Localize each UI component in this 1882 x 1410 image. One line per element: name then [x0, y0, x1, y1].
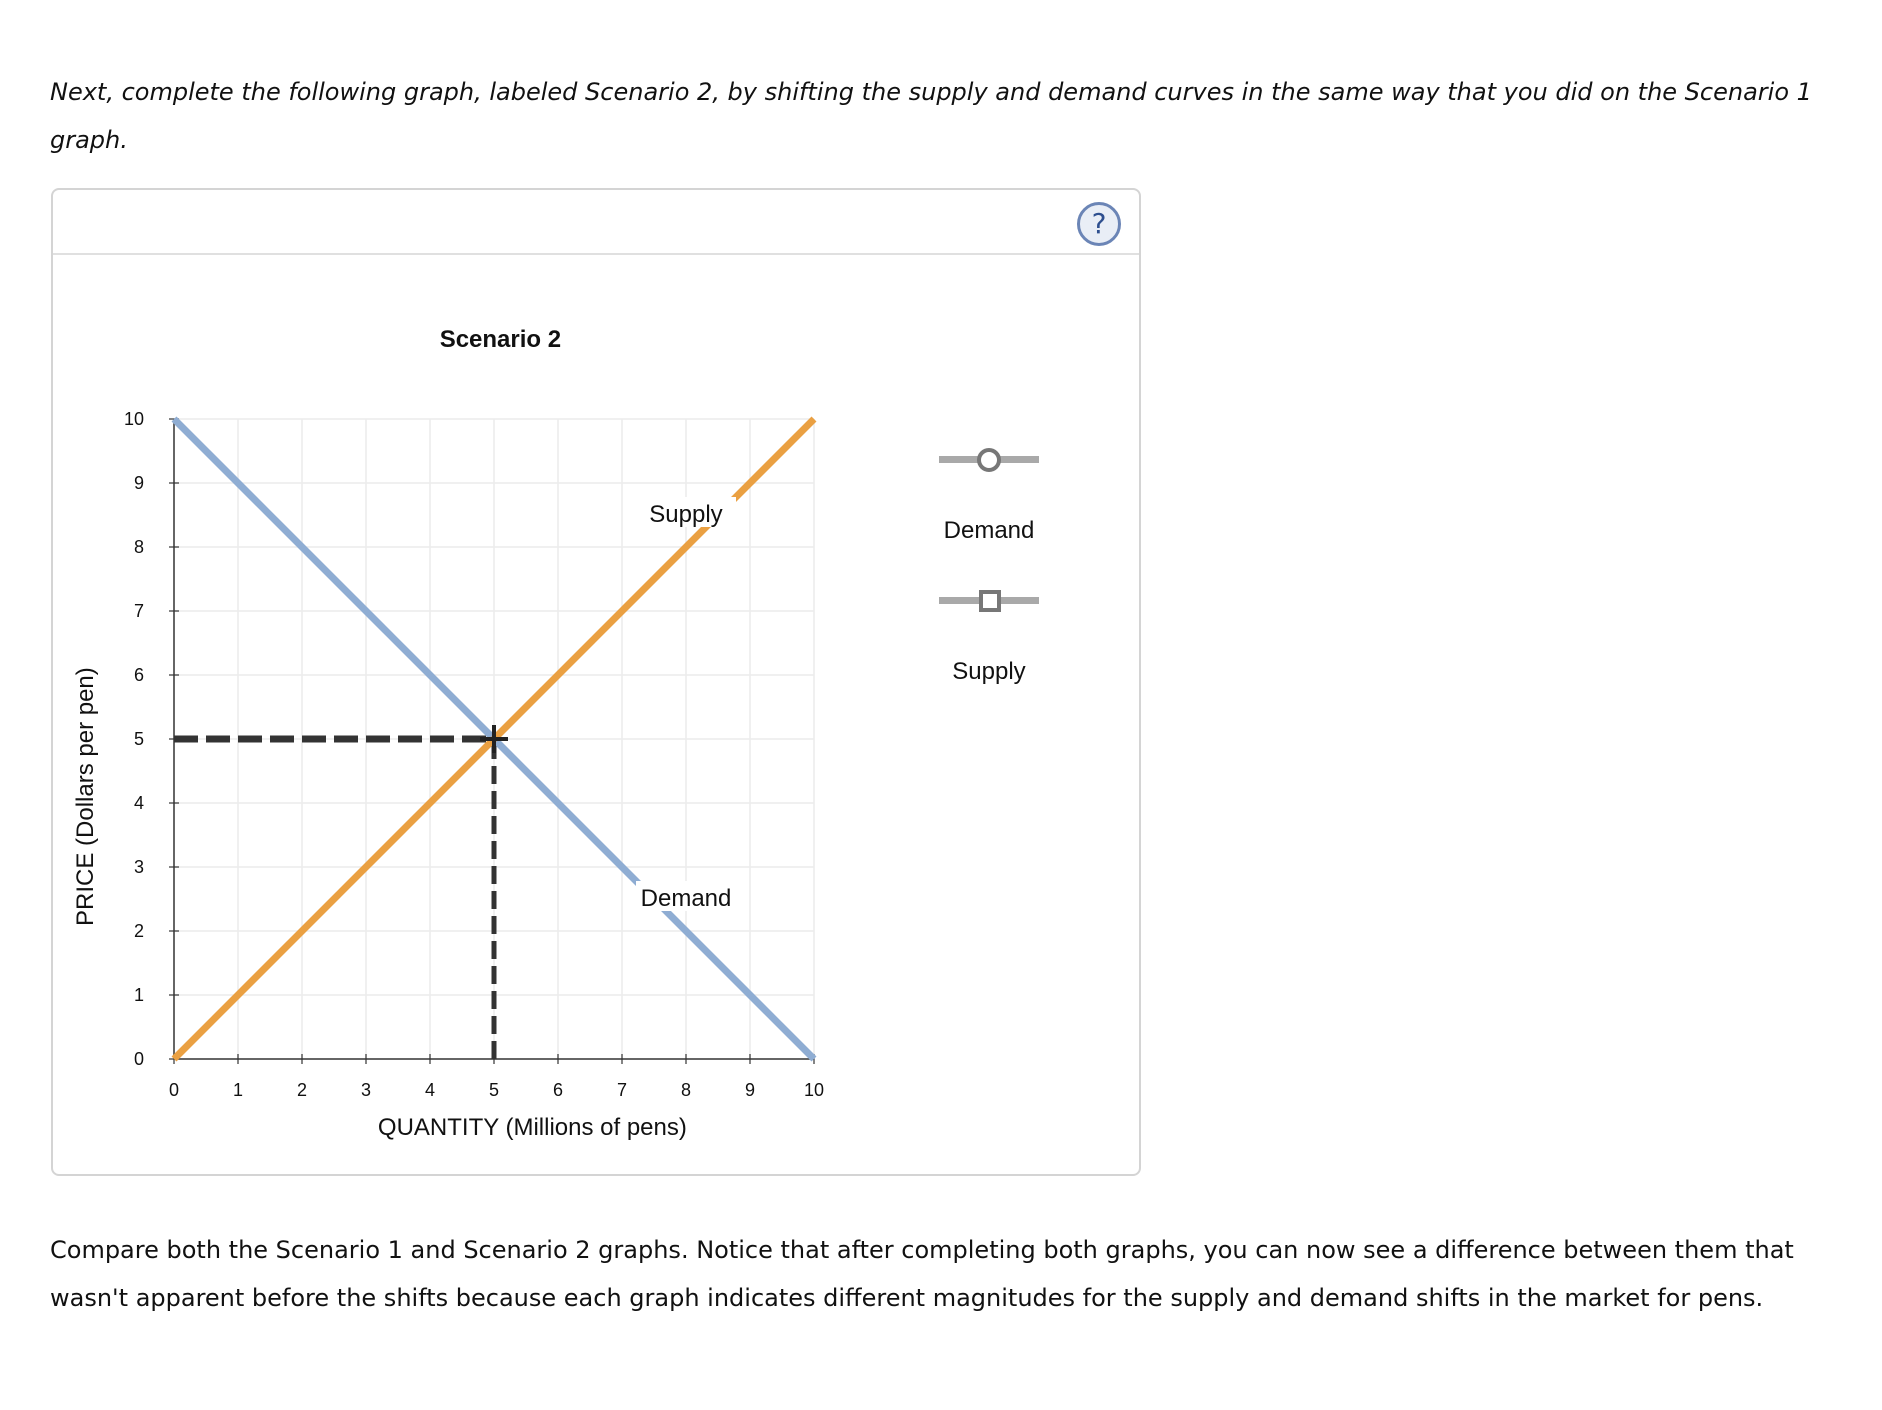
y-tick-label: 1 — [133, 985, 144, 1005]
demand-curve-label: Demand — [640, 885, 732, 912]
circle-marker-icon — [977, 448, 1001, 472]
demand-legend-label: Demand — [943, 517, 1035, 544]
bottom-text: Compare both the Scenario 1 and Scenario 2 graphs. Notice that after completing both graphs, you can now see a difference between them that wasn't apparent before the shifts because each graph indicates different magnitudes for the supply and demand shifts in the market for pens. — [50, 1236, 1794, 1312]
y-tick-label: 3 — [133, 857, 144, 877]
chart-title: Scenario 2 — [439, 326, 562, 353]
x-tick-label: 6 — [552, 1080, 564, 1100]
x-tick-label: 7 — [616, 1080, 628, 1100]
instructions-text: Next, complete the following graph, labeled Scenario 2, by shifting the supply and demand curves in the same way that you did on the Scenario 1 graph. — [50, 78, 1812, 154]
y-tick-label: 5 — [133, 729, 144, 749]
help-icon[interactable]: ? — [1077, 202, 1121, 246]
x-tick-label: 9 — [744, 1080, 756, 1100]
y-tick-label: 8 — [133, 537, 144, 557]
y-tick-label: 4 — [133, 793, 144, 813]
y-tick-label: 7 — [133, 601, 144, 621]
demand-tool[interactable] — [939, 445, 1039, 475]
y-axis-label: PRICE (Dollars per pen) — [72, 667, 99, 926]
supply-legend-label: Supply — [952, 658, 1026, 685]
x-tick-label: 4 — [424, 1080, 436, 1100]
y-tick-label: 6 — [133, 665, 144, 685]
y-tick-label: 2 — [133, 921, 144, 941]
y-tick-label: 10 — [123, 409, 144, 429]
supply-curve-label: Supply — [649, 501, 723, 528]
x-axis-label: QUANTITY (Millions of pens) — [377, 1114, 687, 1141]
x-tick-label: 10 — [803, 1080, 825, 1100]
square-marker-icon — [979, 590, 1001, 612]
x-tick-label: 3 — [360, 1080, 372, 1100]
y-tick-label: 0 — [133, 1049, 144, 1069]
x-tick-label: 8 — [680, 1080, 692, 1100]
x-tick-label: 1 — [232, 1080, 244, 1100]
graph-panel — [51, 188, 1141, 1176]
x-tick-label: 2 — [296, 1080, 308, 1100]
y-tick-label: 9 — [133, 473, 144, 493]
x-tick-label: 0 — [168, 1080, 180, 1100]
supply-tool[interactable] — [939, 586, 1039, 616]
x-tick-label: 5 — [488, 1080, 500, 1100]
